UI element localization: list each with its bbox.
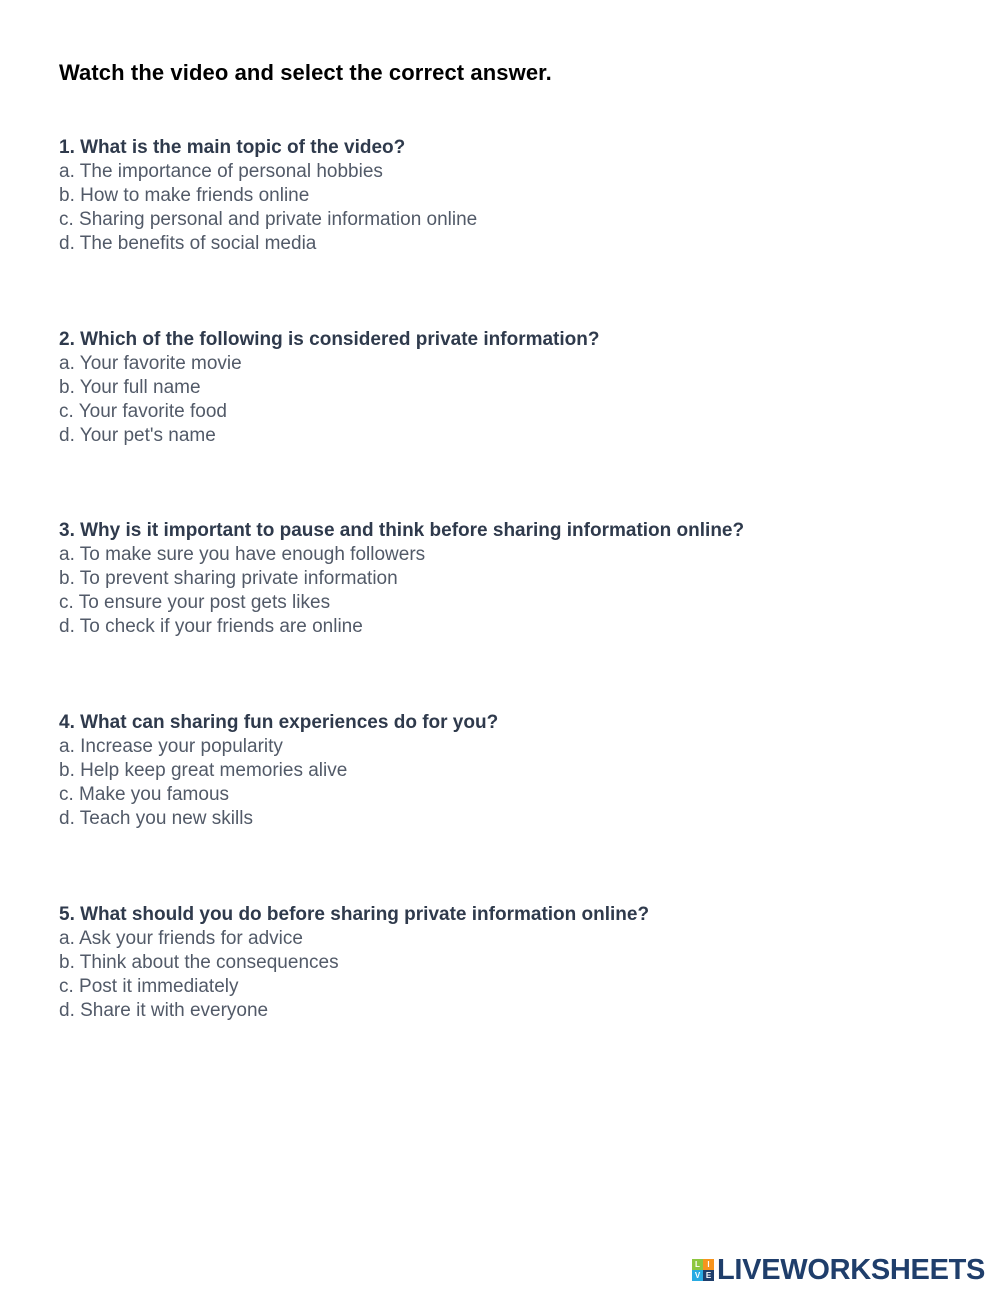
- logo-mark-letter: E: [703, 1270, 714, 1281]
- answer-option[interactable]: d. Your pet's name: [59, 425, 216, 446]
- question-3: [59, 519, 959, 639]
- question-text: 2. Which of the following is considered private information?: [59, 329, 600, 350]
- answer-option[interactable]: c. Sharing personal and private information online: [59, 209, 478, 230]
- answer-option[interactable]: b. Your full name: [59, 377, 201, 398]
- answer-option[interactable]: b. Help keep great memories alive: [59, 760, 348, 781]
- logo-mark-letter: L: [692, 1259, 703, 1270]
- question-5: [59, 903, 959, 1023]
- logo-text: LIVEWORKSHEETS: [717, 1253, 986, 1286]
- answer-option[interactable]: d. The benefits of social media: [59, 233, 317, 254]
- answer-option[interactable]: d. To check if your friends are online: [59, 616, 363, 637]
- answer-option[interactable]: b. Think about the consequences: [59, 952, 339, 973]
- question-text: 4. What can sharing fun experiences do for you?: [59, 712, 499, 733]
- liveworksheets-logo-icon: [692, 1259, 714, 1281]
- liveworksheets-logo: [692, 1254, 985, 1286]
- answer-option[interactable]: b. To prevent sharing private information: [59, 568, 398, 589]
- answer-option[interactable]: a. Your favorite movie: [59, 353, 242, 374]
- question-text: 5. What should you do before sharing private information online?: [59, 904, 650, 925]
- answer-option[interactable]: c. Post it immediately: [59, 976, 239, 997]
- question-text: 1. What is the main topic of the video?: [59, 137, 406, 158]
- answer-option[interactable]: d. Share it with everyone: [59, 1000, 269, 1021]
- answer-option[interactable]: c. Your favorite food: [59, 401, 227, 422]
- logo-mark-letter: I: [703, 1259, 714, 1270]
- answer-option[interactable]: a. Increase your popularity: [59, 736, 283, 757]
- answer-option[interactable]: b. How to make friends online: [59, 185, 310, 206]
- answer-option[interactable]: c. To ensure your post gets likes: [59, 592, 331, 613]
- question-2: [59, 328, 959, 448]
- answer-option[interactable]: a. The importance of personal hobbies: [59, 161, 383, 182]
- question-4: [59, 711, 959, 831]
- answer-option[interactable]: a. Ask your friends for advice: [59, 928, 303, 949]
- answer-option[interactable]: a. To make sure you have enough followers: [59, 544, 426, 565]
- page-title: Watch the video and select the correct answer.: [59, 60, 552, 85]
- logo-mark-letter: V: [692, 1270, 703, 1281]
- answer-option[interactable]: c. Make you famous: [59, 784, 230, 805]
- question-text: 3. Why is it important to pause and think before sharing information online?: [59, 520, 745, 541]
- question-1: [59, 136, 959, 256]
- answer-option[interactable]: d. Teach you new skills: [59, 808, 253, 829]
